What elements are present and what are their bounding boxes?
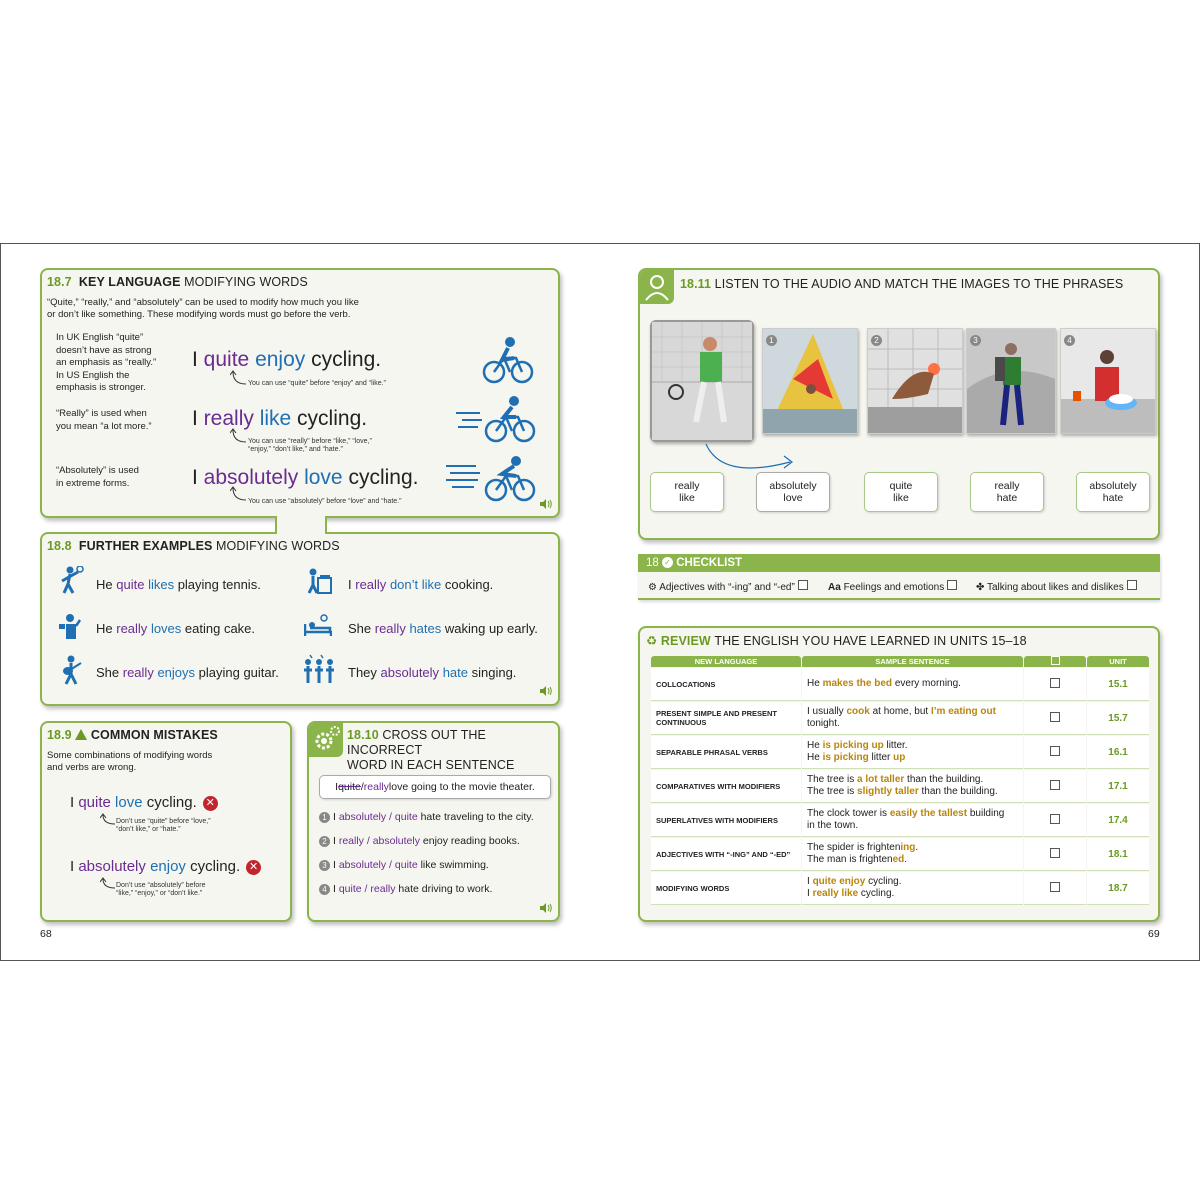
- unit-cell: 17.1: [1087, 770, 1149, 803]
- wrong-x-icon: ✕: [203, 796, 218, 811]
- unit-cell: 16.1: [1087, 736, 1149, 769]
- vocabulary-aa-icon: Aa: [828, 582, 841, 593]
- review-checkbox-cell[interactable]: [1024, 736, 1086, 769]
- panel-further-examples: [40, 532, 560, 706]
- new-language-cell: COLLOCATIONS: [651, 668, 801, 701]
- table-row: [651, 736, 1149, 769]
- photo-swimmer: 2: [867, 328, 963, 434]
- section-title: ♻ REVIEW THE ENGLISH YOU HAVE LEARNED IN UNITS 15–18: [646, 634, 1027, 648]
- photo-tennis-example: [650, 320, 754, 442]
- sample-sentence-cell: The clock tower is easily the tallest building in the town.: [802, 804, 1023, 837]
- table-row: [651, 872, 1149, 905]
- note-really: “Really” is used when you mean “a lot more.”: [56, 408, 152, 432]
- wrong-x-icon: ✕: [246, 860, 261, 875]
- new-language-cell: ADJECTIVES WITH “-ING” AND “-ED”: [651, 838, 801, 871]
- checklist-item-likes[interactable]: ✤ Talking about likes and dislikes: [976, 580, 1137, 593]
- phrase-absolutely-hate[interactable]: absolutely hate: [1076, 472, 1150, 512]
- panel-key-language: [40, 268, 560, 518]
- note-quite: In UK English “quite” doesn’t have as strong an emphasis as “really.” In US English the emphasis is stronger.: [56, 332, 157, 393]
- page-number-right: 69: [1148, 928, 1160, 940]
- column-header: UNIT: [1087, 656, 1149, 667]
- check-circle-icon: ✓: [662, 557, 673, 568]
- arrow-icon: [230, 486, 250, 506]
- photo-baking: 4: [1060, 328, 1156, 434]
- further-example-1: He quite likes playing tennis.: [96, 577, 261, 592]
- audio-speaker-icon[interactable]: [540, 686, 552, 696]
- section-title: 18.8 FURTHER EXAMPLES MODIFYING WORDS: [47, 539, 340, 553]
- review-checkbox-cell[interactable]: [1024, 872, 1086, 905]
- further-example-5: She really hates waking up early.: [348, 621, 538, 636]
- table-row: [651, 702, 1149, 735]
- eating-cake-icon: [58, 612, 84, 640]
- further-example-4: I really don’t like cooking.: [348, 577, 494, 592]
- new-language-cell: COMPARATIVES WITH MODIFIERS: [651, 770, 801, 803]
- sample-sentence-cell: The spider is frightening. The man is frightened.: [802, 838, 1023, 871]
- checkbox[interactable]: [1050, 780, 1060, 790]
- section-title: 18.7 KEY LANGUAGE MODIFYING WORDS: [47, 275, 308, 289]
- exercise-item-2[interactable]: 2 I really / absolutely enjoy reading books.: [319, 835, 520, 847]
- sample-sentence-cell: I quite enjoy cycling. I really like cycling.: [802, 872, 1023, 905]
- table-row: [651, 770, 1149, 803]
- arrow-icon: [230, 428, 250, 448]
- checkbox[interactable]: [1050, 882, 1060, 892]
- checkbox[interactable]: [1050, 848, 1060, 858]
- phrase-really-hate[interactable]: really hate: [970, 472, 1044, 512]
- checklist-bar: [638, 554, 1160, 600]
- exercise-gear-icon: [309, 723, 343, 757]
- review-checkbox-cell[interactable]: [1024, 668, 1086, 701]
- sample-sentence-cell: The tree is a lot taller than the building. The tree is slightly taller than the building.: [802, 770, 1023, 803]
- guitar-player-icon: [58, 655, 84, 685]
- exercise-item-1[interactable]: 1 I absolutely / quite hate traveling to the city.: [319, 811, 534, 823]
- checkbox[interactable]: [1050, 746, 1060, 756]
- puzzle-icon: ✤: [976, 582, 985, 593]
- section-title: 18.10 CROSS OUT THE INCORRECT WORD IN EACH SENTENCE: [347, 728, 515, 772]
- review-cycle-icon: ♻: [646, 634, 658, 648]
- listening-person-icon: [640, 270, 674, 304]
- example-answer-box: I quite / really love going to the movie theater.: [319, 775, 551, 799]
- tip-quite: You can use “quite” before “enjoy” and “like.”: [248, 380, 386, 387]
- column-header: SAMPLE SENTENCE: [802, 656, 1023, 667]
- checkbox[interactable]: [1050, 678, 1060, 688]
- further-example-3: She really enjoys playing guitar.: [96, 665, 279, 680]
- intro-text: Some combinations of modifying words and verbs are wrong.: [47, 750, 213, 773]
- tennis-player-icon: [58, 566, 84, 594]
- sample-sentence-cell: I usually cook at home, but I’m eating out tonight.: [802, 702, 1023, 735]
- audio-speaker-icon[interactable]: [540, 903, 552, 913]
- phrase-really-like[interactable]: really like: [650, 472, 724, 512]
- table-row: [651, 668, 1149, 701]
- review-checkbox-cell[interactable]: [1024, 702, 1086, 735]
- table-row: [651, 838, 1149, 871]
- sample-sentence-cell: He makes the bed every morning.: [802, 668, 1023, 701]
- note-absolutely: “Absolutely” is used in extreme forms.: [56, 465, 139, 489]
- table-row: [651, 804, 1149, 837]
- mistake-sentence-1: I quite love cycling. ✕: [70, 794, 218, 811]
- cyclist-medium-icon: [454, 393, 536, 445]
- unit-cell: 18.1: [1087, 838, 1149, 871]
- tip-absolutely: You can use “absolutely” before “love” and “hate.”: [248, 498, 402, 505]
- new-language-cell: MODIFYING WORDS: [651, 872, 801, 905]
- checkbox[interactable]: [947, 580, 957, 590]
- review-table: [650, 655, 1150, 906]
- checkbox[interactable]: [1050, 814, 1060, 824]
- cyclist-fast-icon: [444, 452, 536, 504]
- mistake-sentence-2: I absolutely enjoy cycling. ✕: [70, 858, 261, 875]
- panel-connector: [275, 516, 327, 534]
- cooking-icon: [304, 568, 332, 594]
- new-language-cell: SEPARABLE PHRASAL VERBS: [651, 736, 801, 769]
- exercise-item-4[interactable]: 4 I quite / really hate driving to work.: [319, 883, 492, 895]
- checkbox[interactable]: [1127, 580, 1137, 590]
- checklist-header: 18 ✓ CHECKLIST: [638, 554, 1160, 572]
- page-number-left: 68: [40, 928, 52, 940]
- new-language-cell: SUPERLATIVES WITH MODIFIERS: [651, 804, 801, 837]
- singing-group-icon: [302, 654, 336, 684]
- unit-cell: 15.7: [1087, 702, 1149, 735]
- review-checkbox-cell[interactable]: [1024, 770, 1086, 803]
- further-example-2: He really loves eating cake.: [96, 621, 256, 636]
- unit-cell: 17.4: [1087, 804, 1149, 837]
- mistake-tip-1: Don’t use “quite” before “love,” “don’t like,” or “hate.”: [116, 818, 211, 833]
- unit-cell: 18.7: [1087, 872, 1149, 905]
- unit-cell: 15.1: [1087, 668, 1149, 701]
- review-checkbox-cell[interactable]: [1024, 838, 1086, 871]
- gear-small-icon: ⚙: [648, 582, 657, 593]
- panel-common-mistakes: [40, 721, 292, 922]
- panel-cross-out-exercise: [307, 721, 560, 922]
- arrow-icon: [230, 370, 250, 390]
- checklist-item-adjectives[interactable]: ⚙ Adjectives with “-ing” and “-ed”: [648, 580, 808, 593]
- section-title: 18.9 COMMON MISTAKES: [47, 728, 218, 742]
- bed-alarm-icon: [304, 614, 332, 638]
- photo-hiker: 3: [966, 328, 1056, 434]
- warning-icon: [75, 729, 87, 740]
- checkbox[interactable]: [798, 580, 808, 590]
- phrase-absolutely-love[interactable]: absolutely love: [756, 472, 830, 512]
- cyclist-slow-icon: [482, 334, 534, 386]
- phrase-quite-like[interactable]: quite like: [864, 472, 938, 512]
- further-example-6: They absolutely hate singing.: [348, 665, 517, 680]
- tip-really: You can use “really” before “like,” “love,” “enjoy,” “don’t like,” and “hate.”: [248, 438, 372, 453]
- mistake-tip-2: Don’t use “absolutely” before “like,” “enjoy,” or “don’t like.”: [116, 882, 206, 897]
- example-sentence-quite: I quite enjoy cycling.: [192, 348, 382, 371]
- section-title: 18.11 LISTEN TO THE AUDIO AND MATCH THE IMAGES TO THE PHRASES: [680, 277, 1124, 291]
- intro-text: “Quite,” “really,” and “absolutely” can be used to modify how much you like or don’t like something. These modifying words must go before the verb.: [47, 297, 359, 320]
- photo-windsurfing: 1: [762, 328, 858, 434]
- new-language-cell: PRESENT SIMPLE AND PRESENT CONTINUOUS: [651, 702, 801, 735]
- checklist-item-feelings[interactable]: Aa Feelings and emotions: [828, 580, 957, 593]
- panel-listen-match: [638, 268, 1160, 540]
- sample-sentence-cell: He is picking up litter. He is picking litter up: [802, 736, 1023, 769]
- exercise-item-3[interactable]: 3 I absolutely / quite like swimming.: [319, 859, 489, 871]
- checkbox[interactable]: [1050, 712, 1060, 722]
- column-header: NEW LANGUAGE: [651, 656, 801, 667]
- example-sentence-really: I really like cycling.: [192, 407, 368, 430]
- example-sentence-absolutely: I absolutely love cycling.: [192, 466, 419, 489]
- review-checkbox-cell[interactable]: [1024, 804, 1086, 837]
- audio-speaker-icon[interactable]: [540, 499, 552, 509]
- column-header-check: [1024, 656, 1086, 667]
